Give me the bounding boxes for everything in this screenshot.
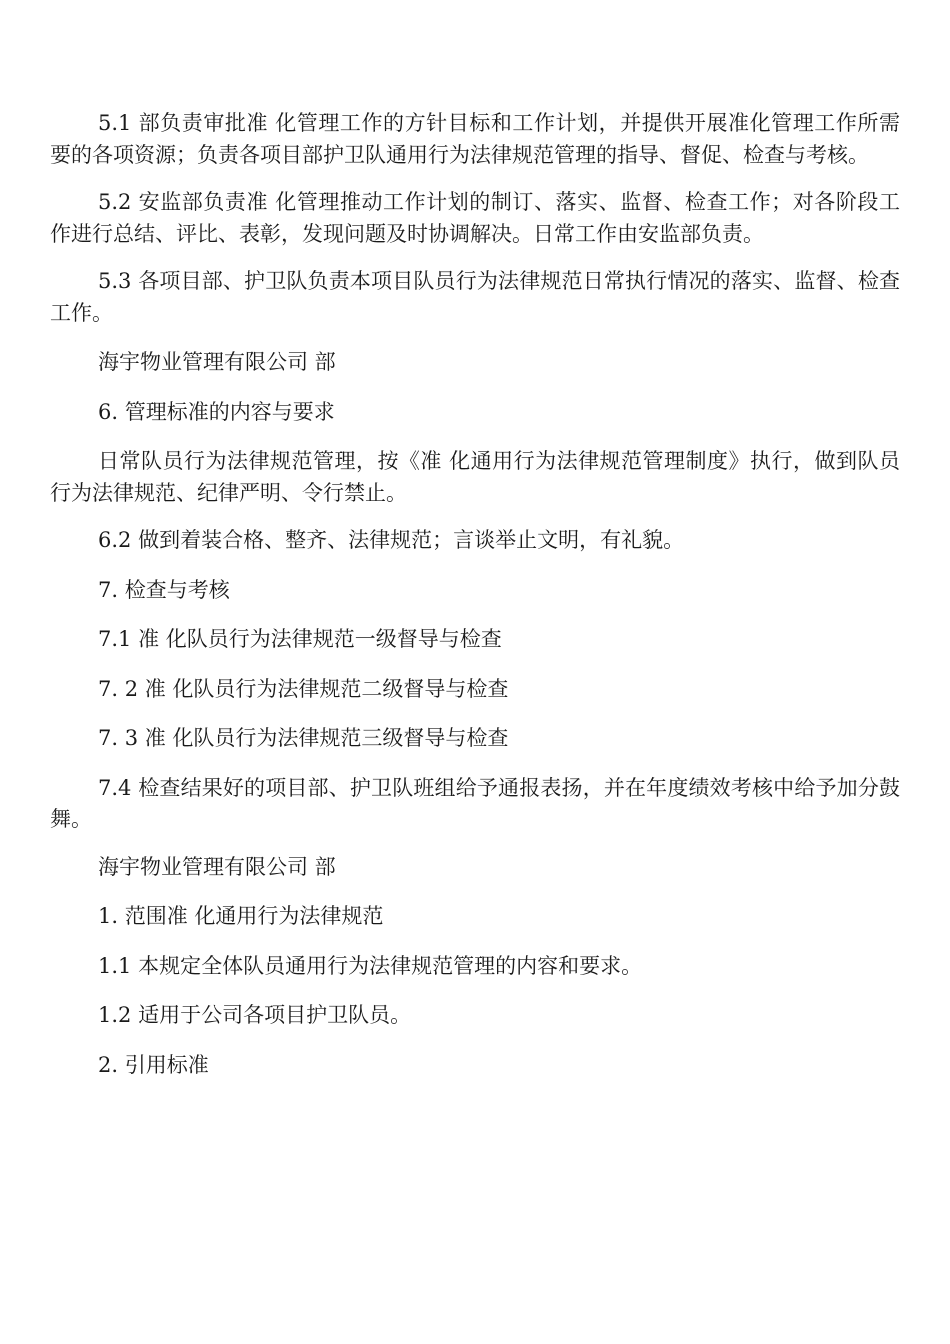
- paragraph-7-4: 7.4 检查结果好的项目部、护卫队班组给予通报表扬，并在年度绩效考核中给予加分鼓舞。: [50, 775, 900, 831]
- company-line-2: 海宇物业管理有限公司 部: [98, 854, 336, 879]
- paragraph-6-2: 6.2 做到着装合格、整齐、法律规范；言谈举止文明，有礼貌。: [98, 528, 685, 552]
- paragraph-1-1: 1.1 本规定全体队员通用行为法律规范管理的内容和要求。: [98, 953, 643, 978]
- section-2-heading: 2. 引用标准: [98, 1052, 209, 1077]
- paragraph-1-2: 1.2 适用于公司各项目护卫队员。: [98, 1003, 412, 1027]
- paragraph-7-1: 7.1 准 化队员行为法律规范一级督导与检查: [98, 627, 502, 651]
- paragraph-5-3: 5.3 各项目部、护卫队负责本项目队员行为法律规范日常执行情况的落实、监督、检查工作。: [50, 269, 900, 325]
- company-line: 海宇物业管理有限公司 部: [98, 350, 336, 374]
- paragraph-5-1: 5.1 部负责审批准 化管理工作的方针目标和工作计划，并提供开展准化管理工作所需要的各项资源；负责各项目部护卫队通用行为法律规范管理的指导、督促、检查与考核。: [50, 111, 900, 167]
- paragraph-5-2: 5.2 安监部负责准 化管理推动工作计划的制订、落实、监督、检查工作；对各阶段工作进行总结、评比、表彰，发现问题及时协调解决。日常工作由安监部负责。: [50, 190, 900, 246]
- section-1-heading: 1. 范围准 化通用行为法律规范: [98, 904, 384, 928]
- paragraph-7-2: 7. 2 准 化队员行为法律规范二级督导与检查: [98, 676, 509, 701]
- section-7-heading: 7. 检查与考核: [98, 577, 230, 602]
- paragraph-6-1: 日常队员行为法律规范管理，按《准 化通用行为法律规范管理制度》执行，做到队员行为法律规范、纪律严明、令行禁止。: [50, 449, 901, 505]
- section-6-heading: 6. 管理标准的内容与要求: [98, 399, 335, 424]
- document-page: [50, 108, 900, 1081]
- paragraph-7-3: 7. 3 准 化队员行为法律规范三级督导与检查: [98, 726, 509, 750]
